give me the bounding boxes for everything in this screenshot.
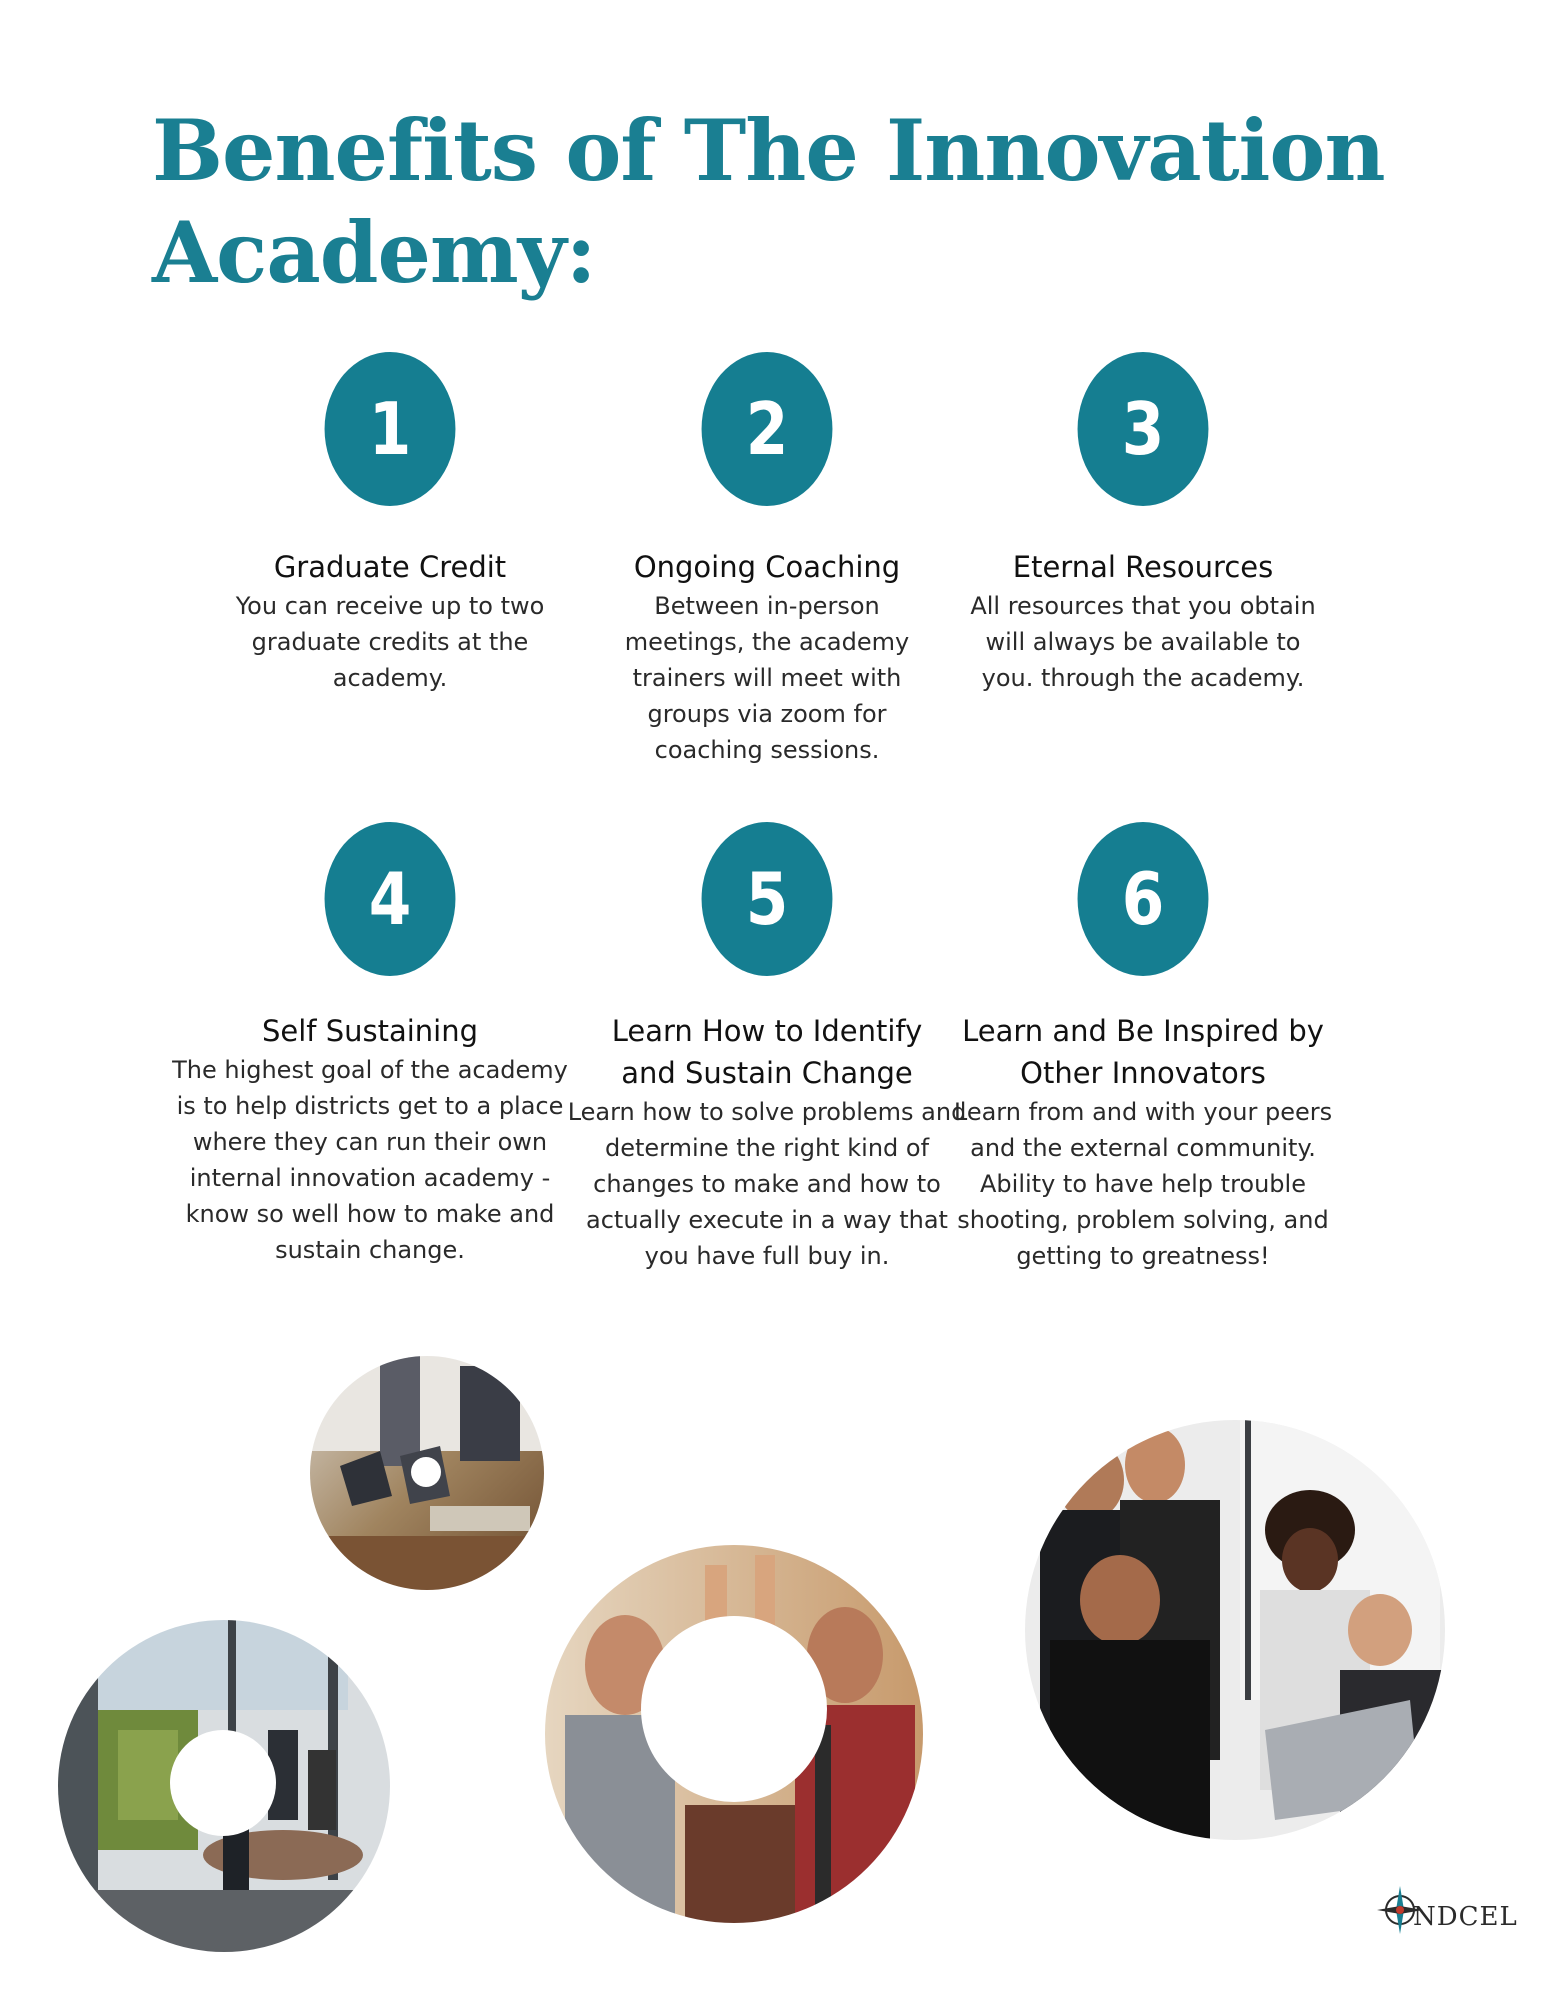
benefit-number-badge: 2: [702, 352, 833, 506]
ndcel-logo: [1375, 1880, 1535, 1940]
benefit-6: [948, 822, 1338, 1274]
office-laptops-photo: [310, 1356, 544, 1590]
benefit-title: Learn How to Identify and Sustain Change: [611, 1014, 923, 1090]
benefit-5: [567, 822, 967, 1274]
page-title: Benefits of The Innovation Academy:: [152, 101, 1385, 302]
benefit-number-badge: 1: [325, 352, 456, 506]
benefit-1: [195, 352, 585, 696]
benefit-description: Between in-person meetings, the academy trainers will meet with groups via zoom for coaching sessions.: [624, 592, 910, 764]
logo-text: NDCEL: [1413, 1902, 1518, 1932]
benefit-description: Learn how to solve problems and determine the right kind of changes to make and how to actually execute in a way that you have full buy in.: [567, 1098, 967, 1270]
benefit-title: Learn and Be Inspired by Other Innovators: [962, 1014, 1324, 1090]
benefit-3: [948, 352, 1338, 696]
group-laptop-photo: [1010, 1400, 1460, 1850]
benefit-title: Ongoing Coaching: [633, 550, 901, 584]
benefit-description: All resources that you obtain will always be available to you. through the academy.: [970, 592, 1316, 692]
benefit-number-badge: 6: [1078, 822, 1209, 976]
benefit-title: Eternal Resources: [1012, 550, 1274, 584]
benefit-title: Self Sustaining: [261, 1014, 479, 1048]
benefit-number-badge: 5: [702, 822, 833, 976]
benefit-description: Learn from and with your peers and the external community. Ability to have help trouble shooting, problem solving, and getting to greatness!: [953, 1098, 1333, 1270]
office-meeting-photo: [58, 1620, 390, 1952]
benefit-number-badge: 4: [325, 822, 456, 976]
benefit-description: You can receive up to two graduate credits at the academy.: [235, 592, 545, 692]
team-high-five-photo: [545, 1545, 923, 1923]
benefit-2: [572, 352, 962, 768]
benefit-4: [172, 822, 585, 1268]
benefit-title: Graduate Credit: [273, 550, 507, 584]
benefit-number-badge: 3: [1078, 352, 1209, 506]
benefit-description: The highest goal of the academy is to help districts get to a place where they can run their own internal innovation academy - know so well how to make and sustain change.: [172, 1056, 568, 1264]
